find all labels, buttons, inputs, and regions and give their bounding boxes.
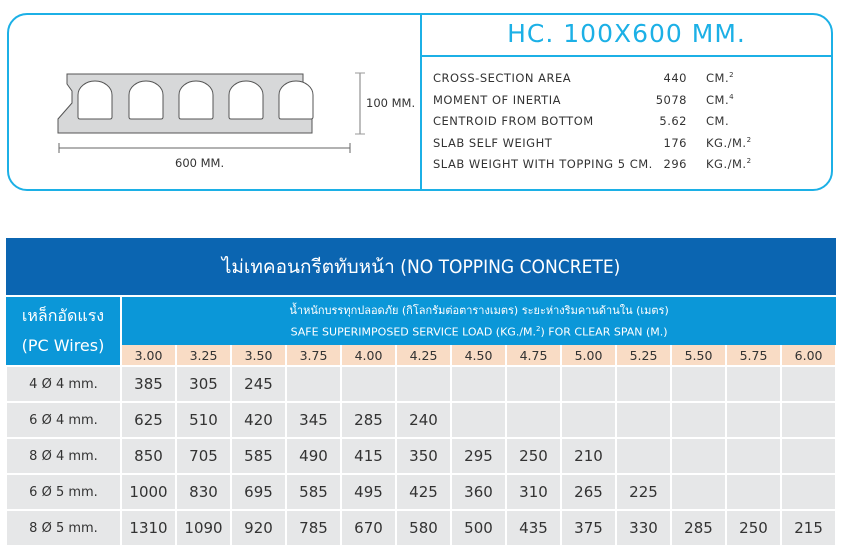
spec-value: 176 — [663, 135, 687, 150]
spec-row — [433, 93, 833, 109]
spec-unit-sup: 2 — [729, 71, 735, 80]
span-header: 5.75 — [726, 345, 781, 366]
load-cell — [726, 474, 781, 510]
load-cell: 360 — [451, 474, 506, 510]
load-cell: 1090 — [176, 510, 231, 546]
span-header: 6.00 — [781, 345, 836, 366]
load-cell: 695 — [231, 474, 286, 510]
load-cell: 310 — [506, 474, 561, 510]
spec-value: 5.62 — [659, 114, 687, 128]
span-header: 4.25 — [396, 345, 451, 366]
load-cell: 265 — [561, 474, 616, 510]
table-title: ไม่เทคอนกรีตทับหน้า (NO TOPPING CONCRETE) — [6, 238, 836, 296]
spec-unit — [706, 93, 734, 107]
wire-label: 6 Ø 5 mm. — [6, 474, 121, 510]
load-header-en-a: SAFE SUPERIMPOSED SERVICE LOAD (KG./M. — [290, 325, 537, 339]
height-dimension-label: 100 MM. — [366, 96, 416, 110]
wire-label: 8 Ø 5 mm. — [6, 510, 121, 546]
load-cell: 1000 — [121, 474, 176, 510]
load-cell — [561, 366, 616, 402]
spec-unit-text: KG./M. — [706, 135, 747, 150]
hollow-core — [179, 81, 213, 119]
load-cell — [671, 474, 726, 510]
span-header: 4.50 — [451, 345, 506, 366]
spec-label: CENTROID FROM BOTTOM — [433, 114, 594, 128]
pc-wires-header-th: เหล็กอัดแรง — [21, 306, 105, 325]
span-header-row — [6, 345, 836, 366]
spec-unit-sup: 2 — [746, 157, 752, 166]
spec-unit — [706, 71, 734, 85]
load-cell — [616, 366, 671, 402]
load-cell: 580 — [396, 510, 451, 546]
load-cell — [781, 438, 836, 474]
load-cell — [561, 402, 616, 438]
load-cell: 240 — [396, 402, 451, 438]
spec-unit — [706, 157, 752, 171]
load-cell: 435 — [506, 510, 561, 546]
load-cell: 500 — [451, 510, 506, 546]
table-row — [6, 474, 836, 510]
load-cell: 920 — [231, 510, 286, 546]
spec-unit — [706, 114, 729, 128]
span-header: 3.50 — [231, 345, 286, 366]
load-cell — [781, 474, 836, 510]
load-cell — [616, 402, 671, 438]
width-dimension-label: 600 MM. — [175, 156, 225, 170]
product-title: HC. 100X600 MM. — [507, 19, 746, 48]
load-cell — [286, 366, 341, 402]
load-cell: 250 — [726, 510, 781, 546]
load-table — [5, 238, 837, 547]
load-cell — [671, 402, 726, 438]
slab-cross-section-drawing — [40, 55, 370, 155]
load-cell: 425 — [396, 474, 451, 510]
load-cell: 245 — [231, 366, 286, 402]
load-header-en — [122, 320, 836, 342]
spec-value: 440 — [663, 71, 687, 85]
spec-row — [433, 71, 833, 87]
load-cell: 785 — [286, 510, 341, 546]
load-cell: 375 — [561, 510, 616, 546]
spec-label: SLAB SELF WEIGHT — [433, 135, 553, 150]
load-cell: 1310 — [121, 510, 176, 546]
load-header-en-b: ) FOR CLEAR SPAN (M.) — [540, 325, 668, 339]
load-cell — [726, 438, 781, 474]
spec-unit-text: KG./M. — [706, 157, 747, 171]
span-header: 4.00 — [341, 345, 396, 366]
load-cell: 330 — [616, 510, 671, 546]
span-header: 3.25 — [176, 345, 231, 366]
load-cell: 250 — [506, 438, 561, 474]
spec-value: 296 — [663, 157, 687, 171]
span-header: 5.50 — [671, 345, 726, 366]
load-cell — [781, 402, 836, 438]
load-cell: 585 — [231, 438, 286, 474]
load-cell — [671, 438, 726, 474]
load-header-en-sup: 2 — [536, 324, 541, 333]
hollow-core — [229, 81, 263, 119]
load-cell: 225 — [616, 474, 671, 510]
span-header: 3.00 — [121, 345, 176, 366]
spec-unit-text: CM. — [706, 71, 730, 85]
load-header-th: น้ำหนักบรรทุกปลอดภัย (กิโลกรัมต่อตารางเมตร) ระยะห่างริมคานด้านใน (เมตร) — [289, 303, 669, 317]
hollow-core — [78, 81, 112, 119]
load-cell: 850 — [121, 438, 176, 474]
load-cell — [341, 366, 396, 402]
load-cell: 830 — [176, 474, 231, 510]
load-cell: 510 — [176, 402, 231, 438]
spec-row — [433, 157, 833, 173]
spec-unit-sup: 2 — [746, 135, 752, 144]
load-cell — [506, 366, 561, 402]
spec-row — [433, 136, 833, 152]
wire-label: 4 Ø 4 mm. — [6, 366, 121, 402]
load-cell — [726, 366, 781, 402]
load-cell — [396, 366, 451, 402]
hollow-core — [279, 81, 313, 119]
load-cell: 305 — [176, 366, 231, 402]
load-cell — [451, 366, 506, 402]
load-cell: 350 — [396, 438, 451, 474]
wire-label: 6 Ø 4 mm. — [6, 402, 121, 438]
load-cell: 415 — [341, 438, 396, 474]
load-cell — [671, 366, 726, 402]
spec-label: SLAB WEIGHT WITH TOPPING 5 CM. — [433, 157, 653, 171]
load-cell: 210 — [561, 438, 616, 474]
load-cell: 420 — [231, 402, 286, 438]
span-header: 5.00 — [561, 345, 616, 366]
load-cell — [726, 402, 781, 438]
span-header: 5.25 — [616, 345, 671, 366]
load-cell: 670 — [341, 510, 396, 546]
load-cell: 285 — [341, 402, 396, 438]
load-cell: 585 — [286, 474, 341, 510]
load-cell: 625 — [121, 402, 176, 438]
spec-unit — [706, 136, 752, 150]
table-row — [6, 366, 836, 402]
load-cell — [616, 438, 671, 474]
pc-wires-header-en: (PC Wires) — [21, 336, 105, 355]
load-cell: 345 — [286, 402, 341, 438]
table-row — [6, 402, 836, 438]
load-header — [121, 296, 836, 345]
span-header: 4.75 — [506, 345, 561, 366]
load-cell: 705 — [176, 438, 231, 474]
pc-wires-header — [6, 296, 121, 366]
spec-label: CROSS-SECTION AREA — [433, 71, 572, 85]
table-row — [6, 438, 836, 474]
load-cell: 295 — [451, 438, 506, 474]
load-cell — [781, 366, 836, 402]
wire-label: 8 Ø 4 mm. — [6, 438, 121, 474]
spec-unit-text: CM. — [706, 114, 730, 128]
spec-unit-text: CM. — [706, 92, 730, 107]
spec-unit-sup: 4 — [729, 92, 735, 101]
load-cell: 385 — [121, 366, 176, 402]
span-header: 3.75 — [286, 345, 341, 366]
load-cell: 495 — [341, 474, 396, 510]
load-cell — [506, 402, 561, 438]
load-cell: 285 — [671, 510, 726, 546]
divider — [422, 55, 831, 57]
load-cell — [451, 402, 506, 438]
spec-label: MOMENT OF INERTIA — [433, 92, 561, 107]
spec-value: 5078 — [655, 92, 687, 107]
load-cell: 490 — [286, 438, 341, 474]
load-cell: 215 — [781, 510, 836, 546]
spec-row — [433, 114, 833, 130]
table-row — [6, 510, 836, 546]
hollow-core — [129, 81, 163, 119]
